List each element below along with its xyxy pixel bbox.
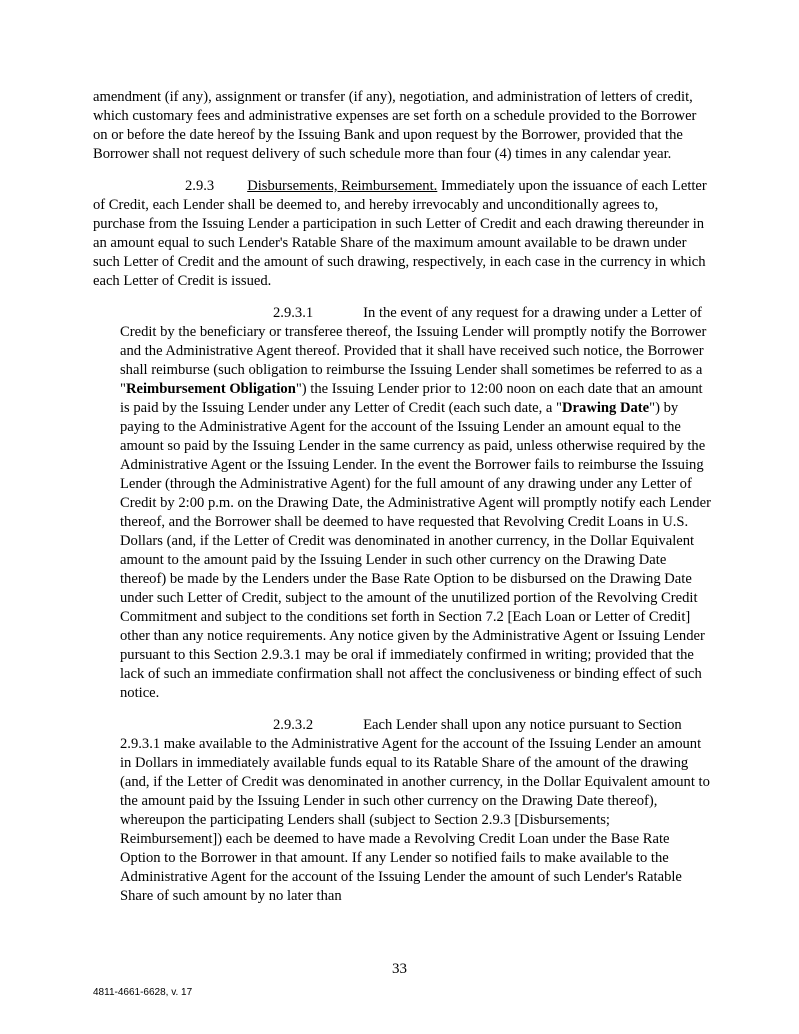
page-content — [93, 88, 712, 919]
section-2-9-3-1 — [120, 304, 712, 703]
subsection-number: 2.9.3.2 — [273, 717, 314, 733]
page-number: 33 — [392, 961, 407, 977]
section-2-9-3 — [93, 177, 712, 291]
subsection-text: Each Lender shall upon any notice pursuant to Section 2.9.3.1 make available to the Administrative Agent for the account of the Issuing Lender an amount in Dollars in immediately available funds equal to its Ratable Share of the amount of the drawing (and, if the Letter of Credit was denominated in another currency, in the Dollar Equivalent amount to the amount paid by the Issuing Lender in such other currency on the Drawing Date thereof), whereupon the participating Lenders shall (subject to Section 2.9.3 [Disbursements; Reimbursement]) each be deemed to have made a Revolving Credit Loan under the Base Rate Option to the Borrower in that amount. If any Lender so notified fails to make available to the Administrative Agent for the account of the Issuing Lender the amount of such Lender's Ratable Share of such amount by no later than — [120, 717, 710, 904]
subsection-text: ") the Issuing Lender prior to 12:00 noon on each date that an amount is paid by the Issuing Lender under any Letter of Credit (each such date, a " — [120, 381, 703, 416]
defined-term-drawing-date: Drawing Date — [562, 400, 650, 416]
section-number: 2.9.3 — [185, 178, 215, 194]
paragraph-text: amendment (if any), assignment or transfer (if any), negotiation, and administration of letters of credit, which customary fees and administrative expenses are set forth on a schedule provided to the Borrower on or before the date hereof by the Issuing Bank and upon request by the Borrower, provided that the Borrower shall not request delivery of such schedule more than four (4) times in any calendar year. — [93, 89, 697, 162]
subsection-text: ") by paying to the Administrative Agent for the account of the Issuing Lender an amount equal to the amount so paid by the Issuing Lender in the same currency as paid, unless otherwise required by the Administrative Agent or the Issuing Lender. In the event the Borrower fails to reimburse the Issuing Lender (through the Administrative Agent) for the full amount of any drawing under any Letter of Credit by 2:00 p.m. on the Drawing Date, the Administrative Agent will promptly notify each Lender thereof, and the Borrower shall be deemed to have requested that Revolving Credit Loans in U.S. Dollars (and, if the Letter of Credit was denominated in another currency, in the Dollar Equivalent amount to the amount paid by the Issuing Lender in such other currency on the Drawing Date thereof) be made by the Lenders under the Base Rate Option to be disbursed on the Drawing Date under such Letter of Credit, subject to the amount of the unutilized portion of the Revolving Credit Commitment and subject to the conditions set forth in Section 7.2 [Each Loan or Letter of Credit] other than any notice requirements. Any notice given by the Administrative Agent or Issuing Lender pursuant to this Section 2.9.3.1 may be oral if immediately confirmed in writing; provided that the lack of such an immediate confirmation shall not affect the conclusiveness or binding effect of such notice. — [120, 400, 711, 701]
section-2-9-3-2 — [120, 716, 712, 906]
defined-term-reimbursement-obligation: Reimbursement Obligation — [125, 381, 296, 397]
document-id-footer: 4811-4661-6628, v. 17 — [93, 987, 193, 998]
subsection-text: In the event of any request for a drawing under a Letter of Credit by the beneficiary or transferee thereof, the Issuing Lender will promptly notify the Borrower and the Administrative Agent thereof. Provided that it shall have received such notice, the Borrower shall reimburse (such obligation to reimburse the Issuing Lender shall sometimes be referred to as a " — [120, 305, 707, 397]
paragraph-continuation — [93, 88, 712, 164]
subsection-number: 2.9.3.1 — [273, 305, 314, 321]
section-heading: Disbursements, Reimbursement. — [247, 178, 438, 194]
section-body-text: Immediately upon the issuance of each Letter of Credit, each Lender shall be deemed to, and hereby irrevocably and unconditionally agrees to, purchase from the Issuing Lender a participation in such Letter of Credit and each drawing thereunder in an amount equal to such Lender's Ratable Share of the maximum amount available to be drawn under such Letter of Credit and the amount of such drawing, respectively, in each case in the currency in which each Letter of Credit is issued. — [93, 178, 707, 289]
